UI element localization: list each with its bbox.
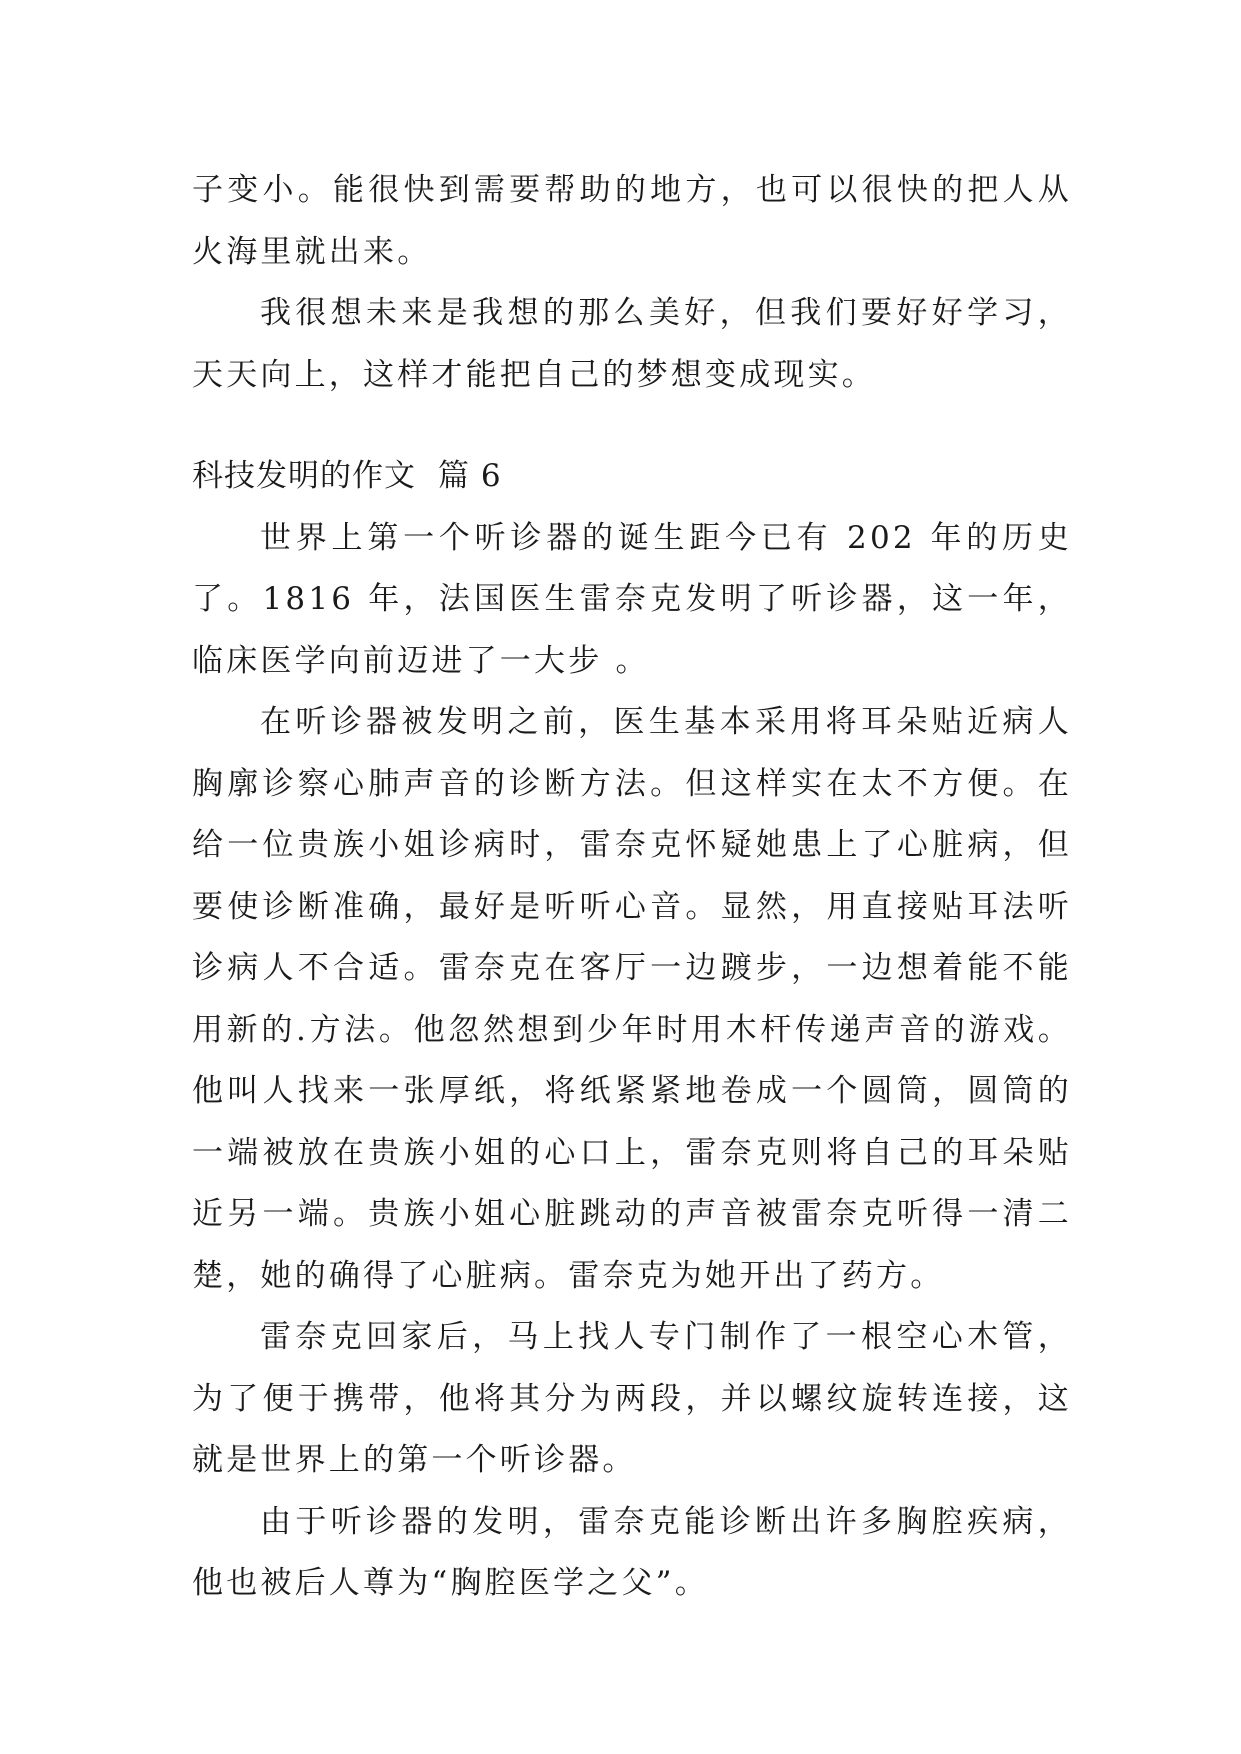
paragraph-closing: 我很想未来是我想的那么美好，但我们要好好学习，天天向上，这样才能把自己的梦想变成现实。 [192, 295, 1072, 393]
paragraph-2: 在听诊器被发明之前，医生基本采用将耳朵贴近病人胸廓诊察心肺声音的诊断方法。但这样实在太不方便。在给一位贵族小姐诊病时，雷奈克怀疑她患上了心脏病，但要使诊断准确，最好是听听心音。显然，用直接贴耳法听诊病人不合适。雷奈克在客厅一边踱步，一边想着能不能用新的.方法。他忽然想到少年时用木杆传递声音的游戏。他叫人找来一张厚纸，将纸紧紧地卷成一个圆筒，圆筒的一端被放在贵族小姐的心口上，雷奈克则将自己的耳朵贴近另一端。贵族小姐心脏跳动的声音被雷奈克听得一清二楚，她的确得了心脏病。雷奈克为她开出了药方。 [192, 704, 1072, 1294]
paragraph-1: 世界上第一个听诊器的诞生距今已有 202 年的历史了。1816 年，法国医生雷奈克发明了听诊器，这一年，临床医学向前迈进了一大步 。 [192, 519, 1072, 679]
section-heading [192, 446, 1072, 508]
paragraph-continued: 子变小。能很快到需要帮助的地方，也可以很快的把人从火海里就出来。 [192, 172, 1072, 270]
section-title: 科技发明的作文 [192, 458, 416, 494]
section-number: 篇 6 [438, 458, 502, 494]
document-page [192, 160, 1072, 1615]
paragraph-4: 由于听诊器的发明，雷奈克能诊断出许多胸腔疾病，他也被后人尊为“胸腔医学之父”。 [192, 1503, 1072, 1601]
paragraph-3: 雷奈克回家后，马上找人专门制作了一根空心木管，为了便于携带，他将其分为两段，并以螺纹旋转连接，这就是世界上的第一个听诊器。 [192, 1319, 1072, 1478]
